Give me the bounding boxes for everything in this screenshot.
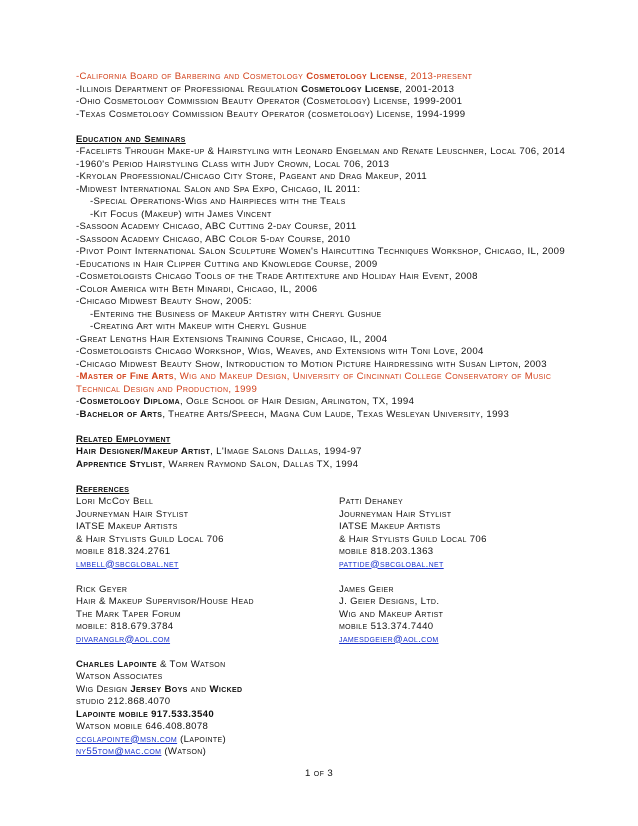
credit-joiner: and [187,683,210,695]
education-heading: Education and Seminars [76,133,186,145]
reference-title: Journeyman Hair Stylist [339,508,452,520]
degree-mfa [76,371,576,396]
education-item: -Sassoon Academy Chicago, ABC Color 5-day Course, 2010 [76,233,351,245]
spacer [76,471,576,484]
license-illinois [76,84,576,97]
spacer [76,646,576,659]
education-item: -Great Lengths Hair Extensions Training Course, Chicago, IL, 2004 [76,333,388,345]
show-title: Jersey Boys [130,683,188,695]
degree-detail: , Theatre Arts/Speech, Magna Cum Laude, Texas Wesleyan University, 1993 [162,408,510,420]
degree-title: Master of Fine Arts [79,371,174,382]
license-years: , 2013-present [404,71,473,82]
reference-email-link[interactable]: ny55tom@mac.com [76,746,162,757]
reference-email-link[interactable]: jamesdgeier@aol.com [339,633,439,645]
spacer [76,121,576,134]
license-text: -California Board of Barbering and Cosmetology [76,71,307,82]
education-subitem: -Creating Art with Makeup with Cheryl Gushue [90,321,307,332]
education-item: -Midwest International Salon and Spa Expo, Chicago, IL 2011: [76,183,361,195]
reference-org: J. Geier Designs, Ltd. [339,596,440,607]
employment-heading: Related Employment [76,433,171,445]
reference-phone: Lapointe mobile 917.533.3540 [76,708,215,720]
spacer [76,421,576,434]
education-subitem: -Special Operations-Wigs and Hairpieces with the Teals [90,196,346,207]
job-detail: , Warren Raymond Salon, Dallas TX, 1994 [162,458,359,470]
education-subitem: -Entering the Business of Makeup Artistry with Cheryl Gushue [90,308,382,320]
reference-row [76,584,576,647]
reference-org: The Mark Taper Forum [76,608,181,620]
reference-name: Lori McCoy Bell [76,496,154,507]
reference-geyer [76,584,339,647]
degree-title: Bachelor of Arts [79,408,163,420]
education-item: -Kryolan Professional/Chicago City Store, Pageant and Drag Makeup, 2011 [76,171,428,182]
license-text: -Illinois Department of Professional Regulation [76,83,302,95]
show-title: Wicked [209,683,243,695]
reference-org: & Hair Stylists Guild Local 706 [76,533,224,545]
reference-email-link[interactable]: lmbell@sbcglobal.net [76,558,179,570]
reference-name: Patti Dehaney [339,496,403,507]
resume-content [76,71,576,759]
degree-title: Cosmetology Diploma [79,396,180,407]
reference-name: Charles Lapointe [76,658,157,670]
reference-org: & Hair Stylists Guild Local 706 [339,533,487,545]
email-owner: (Watson) [161,746,207,757]
education-item: -Cosmetologists Chicago Workshop, Wigs, Weaves, and Extensions with Toni Love, 2004 [76,346,484,357]
job-item [76,446,576,459]
reference-email-link[interactable]: ccglapointe@msn.com [76,733,178,745]
reference-org: Watson Associates [76,671,163,682]
education-item: -Chicago Midwest Beauty Show, 2005: [76,296,252,307]
reference-email-line [76,734,576,747]
reference-title: Wig and Makeup Artist [339,608,444,620]
reference-row [76,496,576,571]
license-type: Cosmetology License [306,71,405,82]
degree-cosmetology [76,396,576,409]
degree-prefix: - [76,408,80,420]
reference-title: Journeyman Hair Stylist [76,508,189,520]
education-item: -Cosmetologists Chicago Tools of the Trade Artitexture and Holiday Hair Event, 2008 [76,271,478,282]
education-item: -Color America with Beth Minardi, Chicago, IL, 2006 [76,283,318,295]
reference-org: IATSE Makeup Artists [339,521,441,532]
license-type: Cosmetology License [301,83,400,95]
reference-phone: studio 212.868.4070 [76,696,171,707]
credit-prefix: Wig Design [76,683,131,695]
reference-design-credits [76,684,576,697]
license-california [76,71,576,84]
reference-name-rest: & Tom Watson [156,658,226,670]
reference-org: IATSE Makeup Artists [76,521,178,532]
license-ohio: -Ohio Cosmetology Commission Beauty Operator (Cosmetology) License, 1999-2001 [76,96,463,107]
reference-geier [339,584,576,647]
reference-email-link[interactable]: divaranglr@aol.com [76,633,171,645]
education-item: -Pivot Point International Salon Sculpture Women's Haircutting Techniques Workshop, Chicago, IL, 2009 [76,246,566,257]
degree-detail: , Ogle School of Hair Design, Arlington, TX, 1994 [179,396,415,407]
license-years: , 2001-2013 [399,83,455,95]
page-number: 1 of 3 [304,768,334,779]
job-title: Apprentice Stylist [76,458,163,470]
reference-bell [76,496,339,571]
degree-prefix: - [76,371,80,382]
reference-name: James Geier [339,583,394,595]
license-texas: -Texas Cosmetology Commission Beauty Operator (cosmetology) License, 1994-1999 [76,108,466,120]
reference-phone: mobile: 818.679.3784 [76,621,174,632]
degree-detail: , Wig and Makeup Design, University of Cincinnati College Conservatory of Music Technical Design and Production, 1999 [76,371,552,395]
education-item: -Sassoon Academy Chicago, ABC Cutting 2-day Course, 2011 [76,221,357,232]
email-owner: (Lapointe) [177,733,227,745]
reference-phone: mobile 818.203.1363 [339,546,434,557]
reference-dehaney [339,496,576,571]
reference-phone: Watson mobile 646.408.8078 [76,721,209,732]
spacer [76,571,576,584]
job-item [76,459,576,472]
references-heading: References [76,483,130,495]
reference-lapointe-name [76,659,576,672]
education-item: -1960's Period Hairstyling Class with Judy Crown, Local 706, 2013 [76,158,390,170]
degree-prefix: - [76,396,80,407]
reference-phone: mobile 513.374.7440 [339,621,434,632]
reference-title: Hair & Makeup Supervisor/House Head [76,596,254,607]
education-subitem: -Kit Focus (Makeup) with James Vincent [90,208,272,220]
reference-email-link[interactable]: pattide@sbcglobal.net [339,558,444,570]
job-title: Hair Designer/Makeup Artist [76,446,211,457]
job-detail: , L'Image Salons Dallas, 1994-97 [210,446,362,457]
education-item: -Educations in Hair Clipper Cutting and Knowledge Course, 2009 [76,258,378,270]
education-item: -Chicago Midwest Beauty Show, Introduction to Motion Picture Hairdressing with Susan Lipton, 2003 [76,358,547,370]
degree-ba [76,409,576,422]
reference-email-line [76,746,576,759]
education-item: -Facelifts Through Make-up & Hairstyling with Leonard Engelman and Renate Leuschner, Local 706, 2014 [76,146,566,157]
reference-name: Rick Geyer [76,583,128,595]
reference-phone: mobile 818.324.2761 [76,546,171,557]
